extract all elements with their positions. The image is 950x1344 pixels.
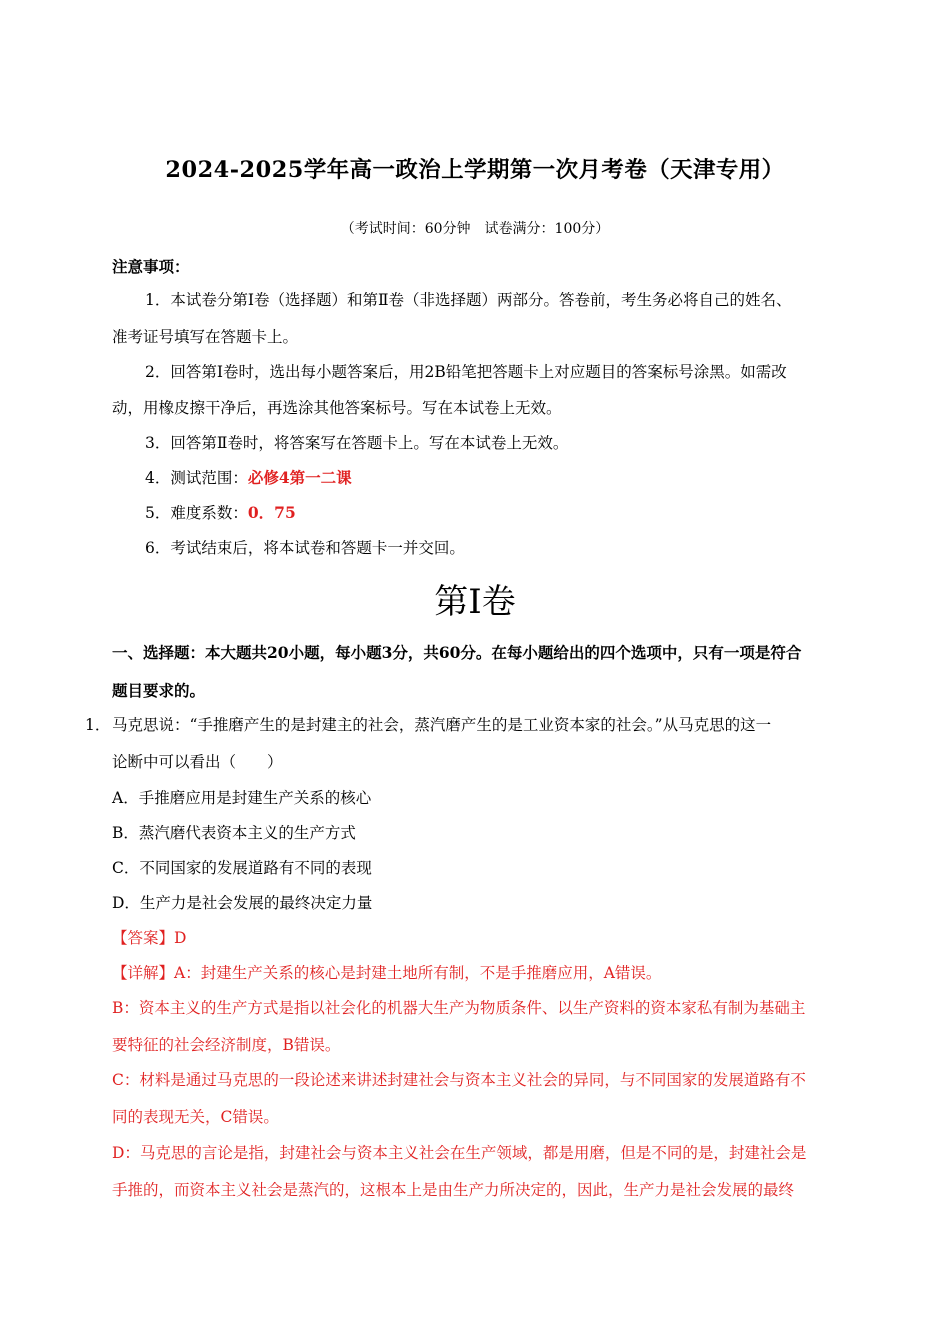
question-1-option-c: C．不同国家的发展道路有不同的表现 [112,859,372,877]
question-1-detail-d-line-2: 手推的，而资本主义社会是蒸汽的，这根本上是由生产力所决定的，因此，生产力是社会发展的最终 [112,1181,795,1199]
question-1-stem-line-2: 论断中可以看出（ ） [112,753,283,771]
detail-label: 【详解】 [112,964,175,982]
test-scope-value: 必修4第一二课 [247,468,352,487]
notice-item-1-line-2: 准考证号填写在答题卡上。 [112,328,299,346]
question-1-detail-b-line-1: B：资本主义的生产方式是指以社会化的机器大生产为物质条件、以生产资料的资本家私有制为基础主 [112,999,806,1017]
notice-item-2-line-2: 动，用橡皮擦干净后，再选涂其他答案标号。写在本试卷上无效。 [112,399,562,417]
notice-item-6: 6．考试结束后，将本试卷和答题卡一并交回。 [145,539,465,557]
notice-item-4 [145,468,352,488]
notice-heading: 注意事项： [112,257,190,276]
difficulty-value: 0．75 [247,503,296,522]
part1-instruction-line-2: 题目要求的。 [112,681,206,700]
question-1-option-d: D．生产力是社会发展的最终决定力量 [112,894,373,912]
question-1-detail-b-line-2: 要特征的社会经济制度，B错误。 [112,1036,341,1054]
question-1-option-b: B．蒸汽磨代表资本主义的生产方式 [112,824,356,842]
question-1-detail-c-line-1: C：材料是通过马克思的一段论述来讲述封建社会与资本主义社会的异同，与不同国家的发展道路有不 [112,1071,806,1089]
notice-item-5-label: 5．难度系数： [145,504,248,522]
exam-title: 2024-2025学年高一政治上学期第一次月考卷（天津专用） [165,157,785,183]
part1-instruction-line-1: 一、选择题：本大题共20小题，每小题3分，共60分。在每小题给出的四个选项中，只有一项是符合 [112,643,802,662]
question-1-answer [112,928,186,948]
notice-item-1-line-1: 1．本试卷分第Ⅰ卷（选择题）和第Ⅱ卷（非选择题）两部分。答卷前，考生务必将自己的姓名、 [145,291,792,309]
question-1-detail-a [112,963,661,983]
question-1-number: 1． [85,716,111,734]
notice-item-5 [145,503,296,523]
section-title: 第Ⅰ卷 [434,582,516,622]
question-1-detail-d-line-1: D：马克思的言论是指，封建社会与资本主义社会在生产领域，都是用磨，但是不同的是，封建社会是 [112,1144,807,1162]
question-1-stem-line-1: 马克思说：“手推磨产生的是封建主的社会，蒸汽磨产生的是工业资本家的社会。”从马克思的这一 [112,716,772,734]
notice-item-3: 3．回答第Ⅱ卷时，将答案写在答题卡上。写在本试卷上无效。 [145,434,569,452]
question-1-option-a: A．手推磨应用是封建生产关系的核心 [112,789,372,807]
exam-subtitle: （考试时间：60分钟 试卷满分：100分） [340,221,610,237]
detail-a-text: A：封建生产关系的核心是封建土地所有制，不是手推磨应用，A错误。 [174,964,662,982]
notice-item-2-line-1: 2．回答第Ⅰ卷时，选出每小题答案后，用2B铅笔把答题卡上对应题目的答案标号涂黑。如需改 [145,363,787,381]
notice-item-4-label: 4．测试范围： [145,469,248,487]
answer-label: 【答案】 [112,929,175,947]
answer-value: D [174,929,187,947]
question-1-detail-c-line-2: 同的表现无关，C错误。 [112,1108,279,1126]
